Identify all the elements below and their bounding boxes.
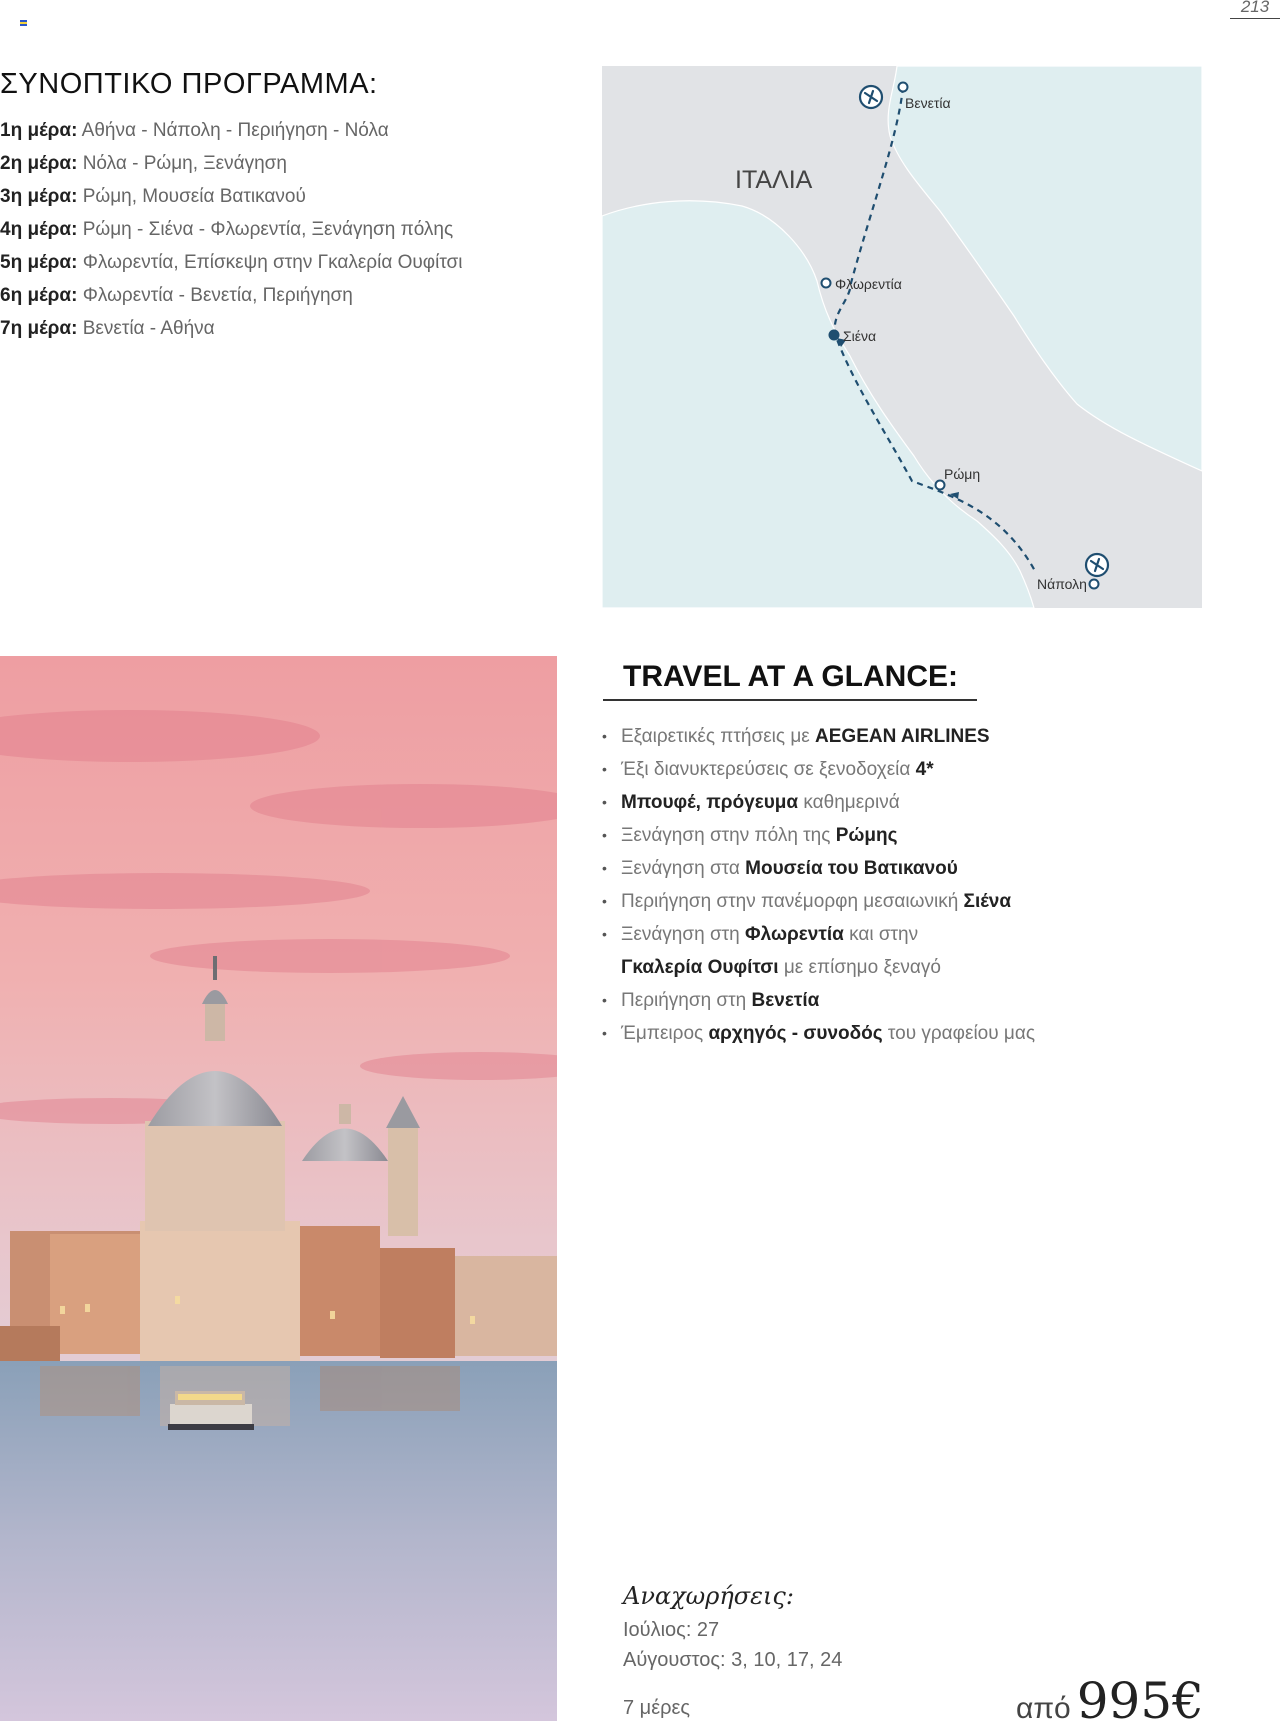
feature-text: και στην [843,924,919,945]
program-day [0,213,463,246]
feature-item [602,918,1035,951]
feature-item [602,1017,1035,1050]
feature-list [602,720,1035,1050]
departures-title: Αναχωρήσεις: [623,1582,794,1610]
day-text: Αθήνα - Νάπολη - Περιήγηση - Νόλα [81,120,389,141]
program-title: ΣΥΝΟΠΤΙΚΟ ΠΡΟΓΡΑΜΜΑ: [0,68,378,100]
departure-july: Ιούλιος: 27 [623,1619,720,1641]
price-prefix: από [1016,1692,1071,1725]
feature-text: Έμπειρος [621,1023,709,1044]
country-label: ΙΤΑΛΙΑ [735,166,813,194]
day-label: 5η μέρα: [0,252,78,273]
venice-photo [0,656,557,1721]
feature-item [602,720,1035,753]
feature-text: Ξενάγηση στη [621,924,746,945]
venice-marker [899,83,908,92]
siena-marker [829,330,840,341]
day-label: 6η μέρα: [0,285,78,306]
feature-highlight: 4* [915,759,934,780]
airplane-icon [1086,554,1108,576]
feature-text: του γραφείου μας [882,1023,1036,1044]
naples-label: Νάπολη [1037,576,1087,592]
glance-title: TRAVEL AT A GLANCE: [623,660,958,693]
feature-item [602,852,1035,885]
airplane-icon [860,86,882,108]
page-number: 213 [1230,0,1280,19]
feature-text: καθημερινά [798,792,900,813]
vaporetto-boat [168,1391,254,1430]
feature-text: Περιήγηση στην πανέμορφη μεσαιωνική [621,891,964,912]
day-label: 1η μέρα: [0,120,78,141]
feature-text: με επίσημο ξεναγό [778,957,941,978]
feature-highlight: Μουσεία του Βατικανού [745,858,958,879]
program-day [0,180,463,213]
feature-text: Ξενάγηση στα [621,858,746,879]
feature-item [602,984,1035,1017]
feature-item-continued [602,951,1035,984]
departure-august: Αύγουστος: 3, 10, 17, 24 [623,1649,843,1671]
feature-highlight: αρχηγός - συνοδός [708,1023,883,1044]
florence-marker [822,279,831,288]
price [1016,1672,1204,1730]
trip-duration: 7 μέρες [623,1697,691,1719]
feature-text: Περιήγηση στη [621,990,752,1011]
feature-highlight: AEGEAN AIRLINES [815,726,990,747]
program-day [0,279,463,312]
feature-highlight: Ρώμης [835,825,898,846]
feature-text: Εξαιρετικές πτήσεις με [621,726,816,747]
program-day [0,147,463,180]
feature-item [602,885,1035,918]
feature-highlight: Φλωρεντία [745,924,844,945]
day-text: Νόλα - Ρώμη, Ξενάγηση [82,153,287,174]
day-label: 2η μέρα: [0,153,78,174]
feature-highlight: Μπουφέ, πρόγευμα [621,792,799,813]
program-day [0,114,463,147]
day-text: Φλωρεντία, Επίσκεψη στην Γκαλερία Ουφίτσι [82,252,463,273]
day-text: Ρώμη, Μουσεία Βατικανού [82,186,306,207]
naples-marker [1090,580,1099,589]
feature-text: Ξενάγηση στην πόλη της [621,825,836,846]
feature-item [602,753,1035,786]
rome-label: Ρώμη [944,466,981,482]
day-text: Φλωρεντία - Βενετία, Περιήγηση [82,285,353,306]
venice-label: Βενετία [905,95,951,111]
glance-divider [603,699,977,701]
siena-label: Σιένα [843,328,877,344]
feature-highlight: Γκαλερία Ουφίτσι [621,957,779,978]
route-map [602,66,1202,608]
day-label: 7η μέρα: [0,318,78,339]
feature-text: Έξι διανυκτερεύσεις σε ξενοδοχεία [621,759,916,780]
program-day [0,246,463,279]
flag-logo [20,20,27,26]
feature-item [602,819,1035,852]
day-text: Βενετία - Αθήνα [82,318,215,339]
program-day [0,312,463,345]
feature-highlight: Βενετία [751,990,820,1011]
feature-highlight: Σιένα [963,891,1012,912]
day-label: 4η μέρα: [0,219,78,240]
price-amount: 995€ [1076,1672,1204,1730]
day-label: 3η μέρα: [0,186,78,207]
day-text: Ρώμη - Σιένα - Φλωρεντία, Ξενάγηση πόλης [82,219,454,240]
florence-label: Φλωρεντία [835,276,902,292]
feature-item [602,786,1035,819]
program-day-list [0,114,463,345]
